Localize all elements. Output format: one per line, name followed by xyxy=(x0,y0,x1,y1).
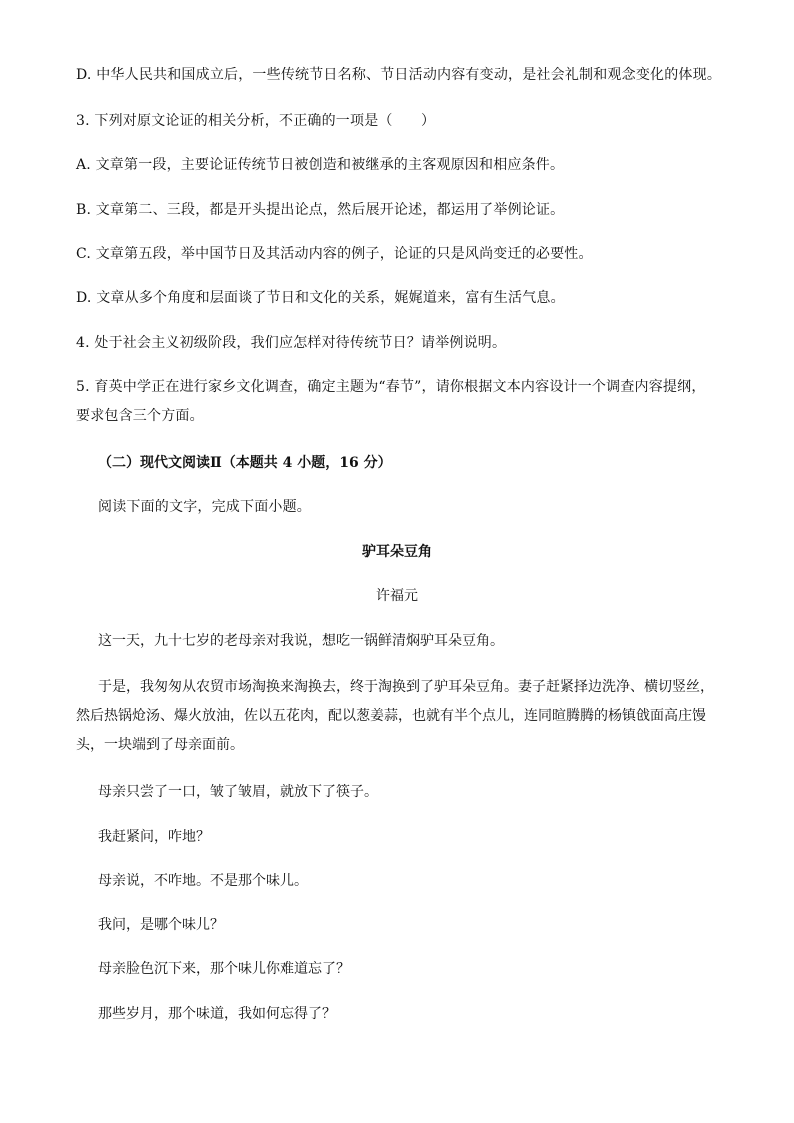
article-title: 驴耳朵豆角 xyxy=(362,544,432,560)
article-paragraph: 母亲脸色沉下来，那个味儿你难道忘了？ xyxy=(98,961,350,977)
option-d-q2: D. 中华人民共和国成立后，一些传统节日名称、节日活动内容有变动，是社会礼制和观念变化的体现。 xyxy=(76,67,722,83)
question-4: 4. 处于社会主义初级阶段，我们应怎样对待传统节日？请举例说明。 xyxy=(76,335,507,351)
article-paragraph: 那些岁月，那个味道，我如何忘得了？ xyxy=(98,1006,336,1022)
section-instruction: 阅读下面的文字，完成下面小题。 xyxy=(98,499,311,515)
option-a-q3: A. 文章第一段，主要论证传统节日被创造和被继承的主客观原因和相应条件。 xyxy=(76,157,565,173)
article-paragraph: 这一天，九十七岁的老母亲对我说，想吃一锅鲜清焖驴耳朵豆角。 xyxy=(98,633,504,649)
section-heading: （二）现代文阅读Ⅱ（本题共 4 小题，16 分） xyxy=(98,455,392,471)
article-paragraph: 母亲说，不咋地。不是那个味儿。 xyxy=(98,873,308,889)
option-b-q3: B. 文章第二、三段，都是开头提出论点，然后展开论述，都运用了举例论证。 xyxy=(76,202,565,218)
option-c-q3: C. 文章第五段，举中国节日及其活动内容的例子，论证的只是风尚变迁的必要性。 xyxy=(76,246,593,262)
article-paragraph: 母亲只尝了一口，皱了皱眉，就放下了筷子。 xyxy=(98,784,378,800)
question-3: 3. 下列对原文论证的相关分析，不正确的一项是（ ） xyxy=(76,113,436,129)
article-paragraph: 于是，我匆匆从农贸市场淘换来淘换去，终于淘换到了驴耳朵豆角。妻子赶紧择边洗净、横切竖丝，然后热锅炝汤、爆火放油，佐以五花肉，配以葱姜蒜，也就有半个点儿，连同暄腾腾的杨镇戗面高庄馒头，一块端到了母亲面前。 xyxy=(76,679,714,753)
option-d-q3: D. 文章从多个角度和层面谈了节日和文化的关系，娓娓道来，富有生活气息。 xyxy=(76,290,565,306)
article-paragraph: 我问，是哪个味儿？ xyxy=(98,917,224,933)
article-author: 许福元 xyxy=(376,588,418,604)
question-5: 5. 育英中学正在进行家乡文化调查，确定主题为“春节”，请你根据文本内容设计一个调查内容提纲，要求包含三个方面。 xyxy=(76,379,706,424)
article-paragraph: 我赶紧问，咋地？ xyxy=(98,829,210,845)
